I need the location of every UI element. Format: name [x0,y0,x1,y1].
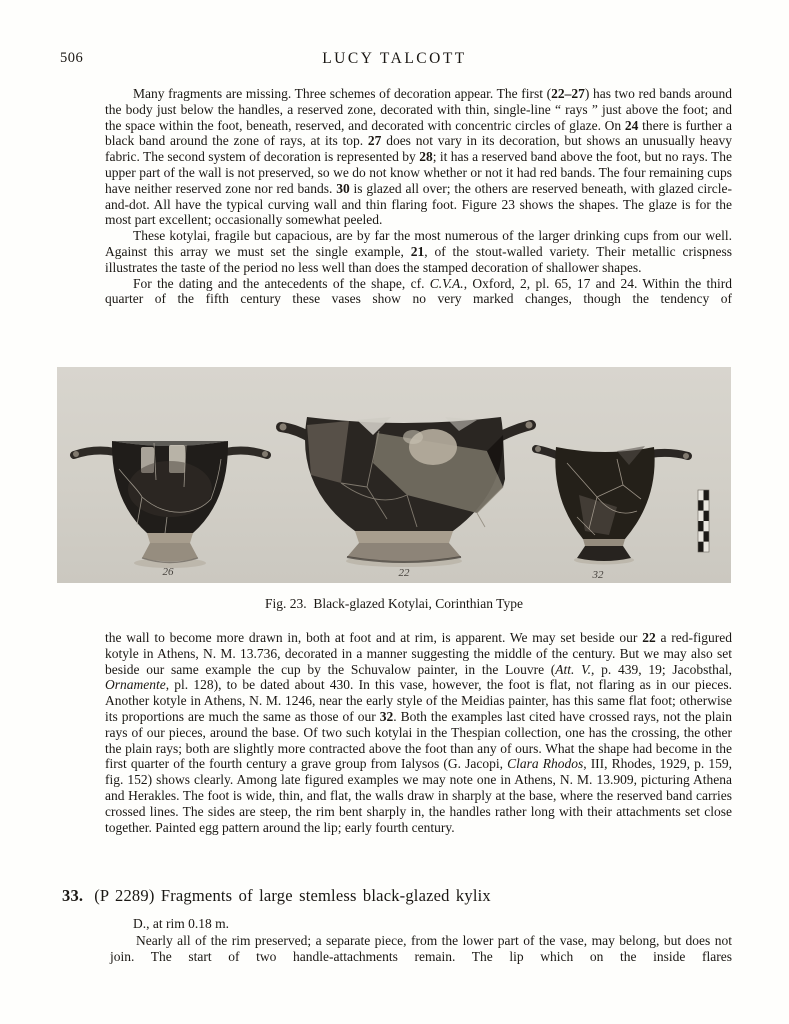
page-number: 506 [60,50,84,66]
kotylai-photo-illustration [57,367,731,583]
figure-photo [57,367,731,583]
body-text-lower [105,630,732,835]
vessel-label-22: 22 [398,567,410,579]
entry-number: 33. [62,886,84,905]
paragraph-4: the wall to become more drawn in, both at foot and at rim, is apparent. We may set beside our 22 a red-figured kotyle in Athens, N. M. 13.736, decorated in a manner suggesting the middle of the century. But we may also set beside our same example the cup by the Schuvalow painter, in the Louvre (Att. V., p. 439, 19; Jacobsthal, Ornamente, pl. 128), to be dated about 430. In this vase, however, the foot is flat, not flaring as in our pieces. Another kotyle in Athens, N. M. 1246, near the early style of the Meidias painter, has this same flat foot; otherwise its proportions are much the same as those of our 32. Both the examples last cited have crossed rays, not the plain rays of our pieces, around the base. Of two such kotylai in the Thespian collection, one has the crossing, the other the plain rays; both are slightly more contracted above the foot than any of ours. What the shape had become in the first quarter of the fourth century a grave group from Ialysos (G. Jacopi, Clara Rhodos, III, Rhodes, 1929, p. 159, fig. 152) shows clearly. Among late figured examples we may note one in Athens, N. M. 13.909, picturing Athena and Herakles. The foot is wide, thin, and flat, the walls draw in sharply at the base, where the reserved band carries crossed lines. The sides are steep, the rim bent sharply in, the handles rather long with their attachments set close together. Painted egg pattern around the lip; early fourth century. [105,630,732,835]
entry-description [110,933,732,965]
vessel-label-26: 26 [162,566,174,578]
figure-caption: Fig. 23. Black-glazed Kotylai, Corinthian Type [265,596,523,611]
paragraph-1: Many fragments are missing. Three schemes of decoration appear. The first (22–27) has two red bands around the body just below the handles, a reserved zone, decorated with thin, single-line “ rays ” just above the foot; and the space within the foot, beneath, reserved, and decorated with concentric circles of glaze. On 24 there is further a black band around the zone of rays, at its top. 27 does not vary in its decoration, but shows an unusually heavy fabric. The second system of decoration is represented by 28; it has a reserved band above the foot, but no rays. The upper part of the wall is not preserved, so we do not know whether or not it had red bands. The four remaining cups have neither reserved zone nor red bands. 30 is glazed all over; the others are reserved beneath, with glazed circle-and-dot. All have the typical curving wall and thin flaring foot. Figure 23 shows the shapes. The glaze is for the most part excellent; occasionally somewhat peeled. [105,86,732,228]
catalogue-entry-heading [62,886,491,906]
entry-dimensions: D., at rim 0.18 m. [133,916,229,931]
paragraph-3: For the dating and the antecedents of the shape, cf. C.V.A., Oxford, 2, pl. 65, 17 and 24. Within the third quarter of the fifth century these vases show no very marked changes, though the tendency of [105,275,733,307]
body-text-upper [105,86,732,307]
running-title: LUCY TALCOTT [322,50,467,67]
paragraph-2: These kotylai, fragile but capacious, are by far the most numerous of the larger drinking cups from our well. Against this array we must set the single example, 21, of the stout-walled variety. Their metallic crispness illustrates the taste of the period no less well than does the stamped decoration of shallower shapes. [105,228,732,275]
entry-title: (P 2289) Fragments of large stemless black-glazed kylix [94,886,491,905]
entry-paragraph: Nearly all of the rim preserved; a separate piece, from the lower part of the vase, may belong, but does not join. The start of two handle-attachments remain. The lip which on the inside flares [110,933,732,964]
vessel-label-32: 32 [592,569,604,581]
scale-bar [698,490,709,552]
